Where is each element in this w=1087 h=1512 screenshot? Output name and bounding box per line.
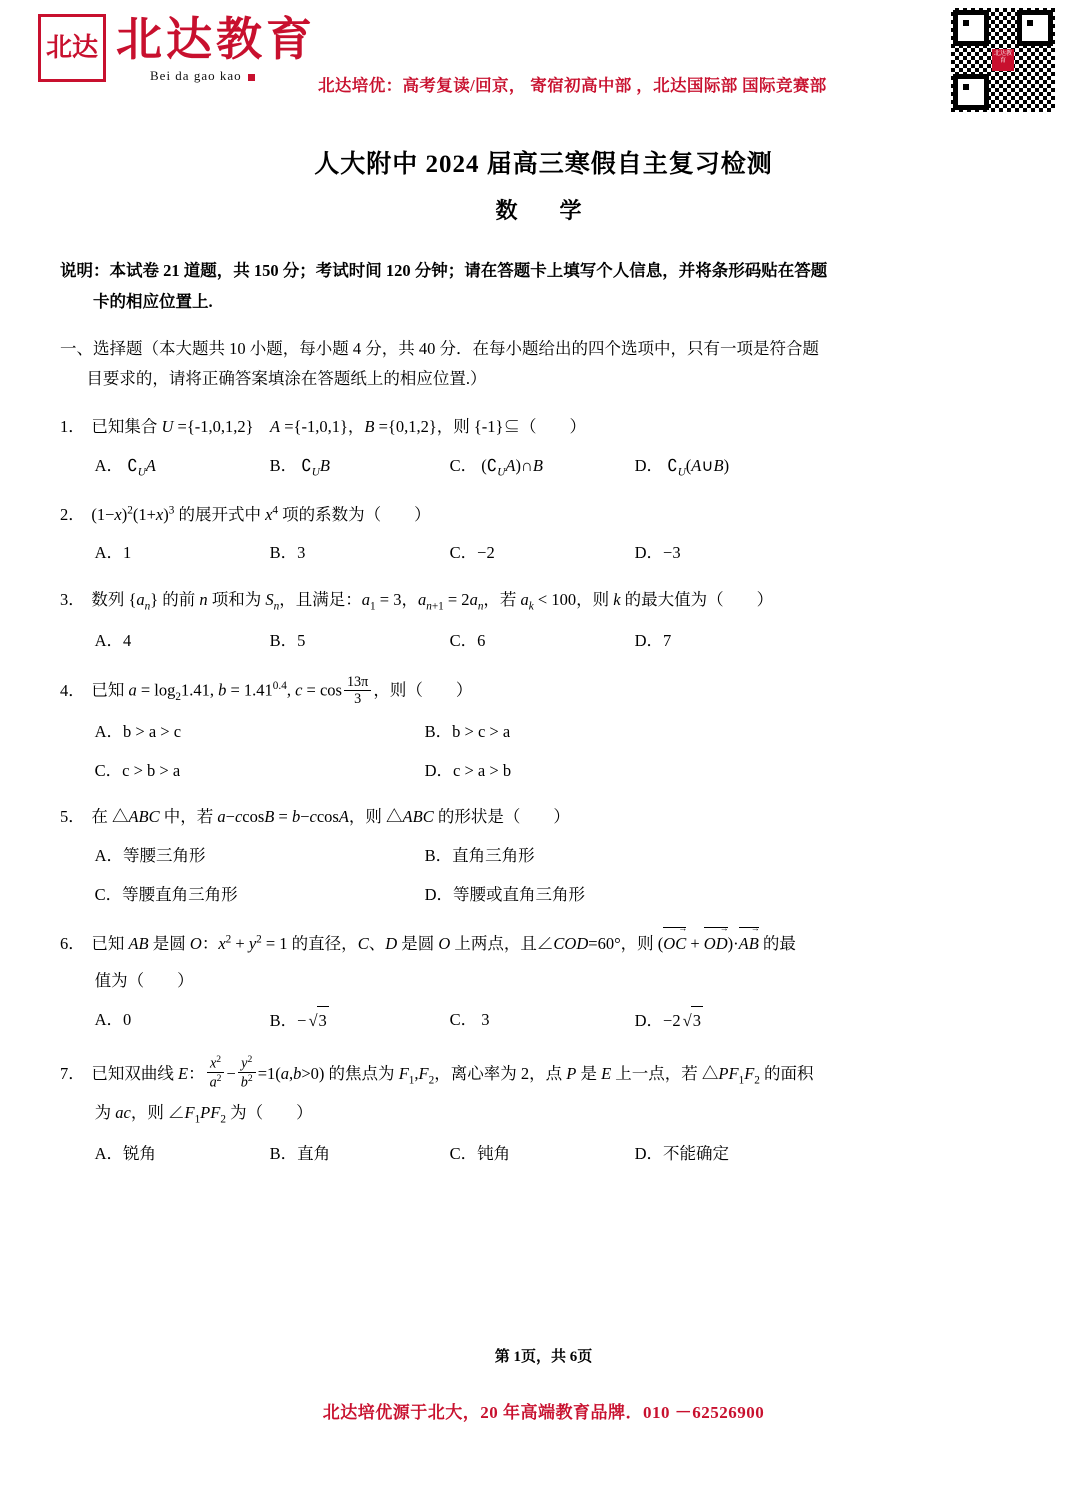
logo-wordmark <box>116 14 316 84</box>
note-label: 说明： <box>60 261 110 280</box>
question-6 <box>60 923 1027 1036</box>
logo-stamp-text: 北达 <box>45 33 98 62</box>
question-2-stem: 2． $(1-x)^2(1+x)^3$ 的展开式中 $x^4$ 项的系数为（ ） <box>60 504 431 524</box>
question-6-choice-c[interactable]: C． 3 <box>449 1009 490 1029</box>
footer-advertisement <box>0 1398 1087 1423</box>
question-2-choice-d[interactable]: D．−3 <box>634 543 681 563</box>
question-3-choice-a[interactable]: A．4 <box>94 631 132 651</box>
question-7-choice-c[interactable]: C．钝角 <box>449 1143 511 1163</box>
question-3-choice-c[interactable]: C．6 <box>449 631 486 651</box>
question-3 <box>60 586 1027 656</box>
question-3-choice-b[interactable]: B．5 <box>269 631 306 651</box>
page-header <box>0 0 1087 112</box>
question-7-choice-b[interactable]: B．直角 <box>269 1143 331 1163</box>
question-1-choice-a[interactable]: A． $∁_UA$ <box>94 455 156 478</box>
exam-body <box>0 255 1087 1169</box>
question-4-choice-c[interactable]: C．c > b > a <box>94 760 181 780</box>
question-3-choices <box>60 627 1027 656</box>
note-line-1: 本试卷 21 道题，共 150 分；考试时间 120 分钟；请在答题卡上填写个人信息，并将条形码贴在答题 <box>109 261 828 280</box>
question-6-stem-line-1: 6． 已知 AB 是圆 O：$x^2 + y^2 = 1$ 的直径，C、D 是圆 O 上两点，且∠COD=60°，则 (OC → + OD → )·AB → 的最 <box>60 928 1027 959</box>
question-1 <box>60 413 1027 483</box>
instructions-note <box>60 255 1027 318</box>
question-6-choice-d[interactable]: D．−2 √ 3 <box>635 1006 703 1036</box>
section-heading-line-2: 目要求的，请将正确答案填涂在答题纸上的相应位置.） <box>86 369 487 389</box>
footer-text-2: 20 年高端教育品牌． <box>480 1403 643 1422</box>
page-title: 人大附中 2024 届高三寒假自主复习检测 <box>314 151 773 178</box>
question-1-choice-d[interactable]: D． $∁_U(A\cup B)$ <box>634 455 730 478</box>
question-1-choice-c[interactable]: C． $(∁_UA)\cap B$ <box>449 455 543 478</box>
question-5-choice-a[interactable]: A．等腰三角形 <box>94 846 206 866</box>
question-7-stem-line-2: 为 ac，则 $\angle F_1PF_2$ 为（ ） <box>94 1102 313 1126</box>
note-line-2: 卡的相应位置上. <box>93 292 213 312</box>
question-6-choice-b[interactable]: B．− √ 3 <box>270 1006 450 1036</box>
page-number: 第 1页，共 6页 <box>494 1349 593 1365</box>
question-5-choice-b[interactable]: B．直角三角形 <box>424 846 535 866</box>
logo-chinese-name: 北达教育 <box>116 14 316 65</box>
question-2-choice-a[interactable]: A．1 <box>94 543 132 563</box>
footer-text-1: 北达培优源于北大， <box>322 1403 481 1422</box>
question-5 <box>60 803 1027 910</box>
logo-square-icon <box>248 74 255 81</box>
qr-code-icon[interactable] <box>951 8 1055 112</box>
question-4 <box>60 674 1027 785</box>
question-7-choices <box>60 1140 1027 1169</box>
question-5-choice-c[interactable]: C．等腰直角三角形 <box>94 885 238 905</box>
question-2-choice-c[interactable]: C．−2 <box>449 543 495 563</box>
question-6-choice-a[interactable]: A．0 <box>94 1009 132 1029</box>
logo-stamp-icon <box>38 14 106 82</box>
question-7-choice-d[interactable]: D．不能确定 <box>634 1143 730 1163</box>
question-1-choice-b[interactable]: B． $∁_UB$ <box>269 455 330 478</box>
logo-pinyin: Bei da gao kao <box>150 68 316 84</box>
qr-finder-top-left <box>953 10 989 46</box>
question-7-stem-line-1: 7． 已知双曲线 E： $\frac{x^2}{a^2}$ − $\frac{y^2}{b^2}$ =1(a,b>0) 的焦点为 $F_1,F_2$，离心率为 2，点 P 是 E 上一点，若 $\triangle PF_1F_2$ 的面积 <box>60 1053 814 1091</box>
question-4-stem: 4． 已知 $a = \log_21.41$, $b = 1.41^{0.4}$, c = cos $\frac{13\pi}{3}$ ，则（ ） <box>60 674 473 708</box>
question-7-choice-a[interactable]: A．锐角 <box>94 1143 157 1163</box>
question-7 <box>60 1054 1027 1169</box>
question-2-choice-b[interactable]: B．3 <box>269 543 306 563</box>
question-4-choices-row-2 <box>60 757 1027 786</box>
question-5-choices-row-2 <box>60 881 1027 910</box>
question-3-stem: 3． 数列 $\{a_n\}$ 的前 n 项和为 $S_n$，且满足：$a_1 = 3$，$a_{n+1} = 2a_n$，若 $a_k < 100$，则 k 的最大值为（ ） <box>60 590 774 613</box>
brand-logo <box>38 14 316 84</box>
question-6-choices <box>60 1006 1027 1036</box>
question-2 <box>60 501 1027 569</box>
subject-title: 数 学 <box>495 198 592 223</box>
qr-center-logo: 北达教育 <box>992 49 1014 71</box>
qr-finder-bottom-left <box>953 74 989 110</box>
question-4-choice-a[interactable]: A．b > a > c <box>94 721 182 741</box>
section-heading-line-1: 一、选择题（本大题共 10 小题，每小题 4 分，共 40 分．在每小题给出的四个选项中，只有一项是符合题 <box>60 338 819 358</box>
question-3-choice-d[interactable]: D．7 <box>634 631 672 651</box>
question-6-stem-line-2: 值为（ ） <box>94 970 194 990</box>
question-4-choice-b[interactable]: B．b > c > a <box>424 721 511 741</box>
question-1-stem: 1． 已知集合 U ={-1,0,1,2} A ={-1,0,1}，B ={0,1,2}，则 {-1}⊆（ ） <box>60 416 586 436</box>
question-4-choice-d[interactable]: D．c > a > b <box>424 760 512 780</box>
question-4-choices-row-1 <box>60 718 1027 747</box>
section-heading <box>60 334 1027 395</box>
question-5-stem: 5． 在 △ABC 中，若 a−ccosB = b−ccosA，则 △ABC 的形状是（ ） <box>60 807 570 827</box>
question-2-choices <box>60 539 1027 568</box>
qr-finder-top-right <box>1017 10 1053 46</box>
header-tagline: 北达培优：高考复读/回京， 寄宿初高中部 ，北达国际部 国际竞赛部 <box>318 76 827 95</box>
question-5-choices-row-1 <box>60 842 1027 871</box>
question-1-choices <box>60 452 1027 483</box>
footer-phone: 010 －62526900 <box>643 1403 765 1422</box>
question-5-choice-d[interactable]: D．等腰或直角三角形 <box>424 885 586 905</box>
